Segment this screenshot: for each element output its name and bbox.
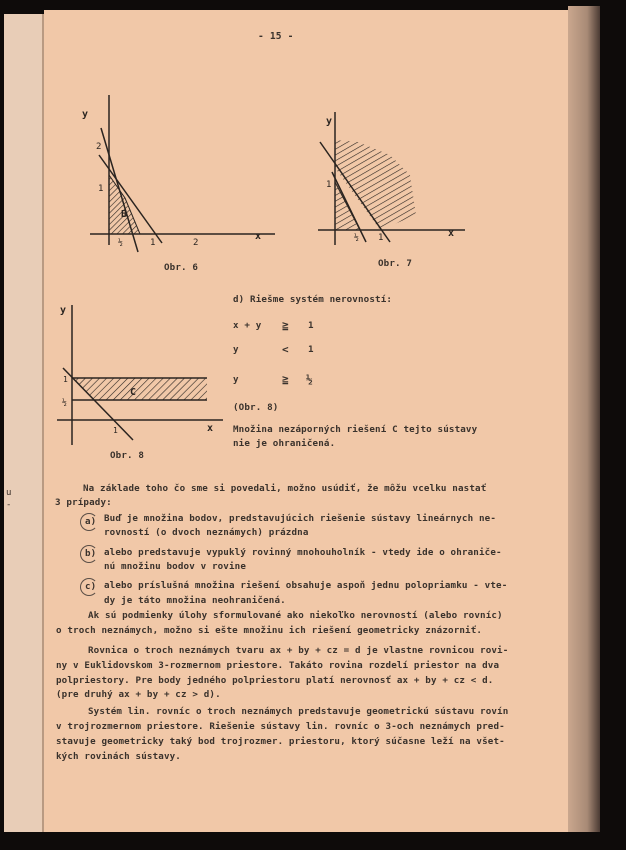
paragraph-line: v trojrozmernom priestore. Riešenie sústavy lin. rovníc o 3-och neznámych pred- bbox=[56, 721, 505, 732]
x-axis-label: x bbox=[448, 228, 455, 239]
figure-caption: Obr. 8 bbox=[110, 450, 145, 461]
inequality-lhs: y bbox=[233, 344, 239, 355]
facing-page-edge bbox=[4, 14, 44, 832]
section-text: nie je ohraničená. bbox=[233, 438, 336, 449]
case-line: nú množinu bodov v rovine bbox=[104, 561, 247, 572]
figure-caption: Obr. 7 bbox=[378, 258, 413, 269]
y-tick: 1 bbox=[326, 180, 332, 190]
section-heading: d) Riešme systém nerovností: bbox=[233, 294, 393, 305]
paragraph-line: Na základe toho čo sme si povedali, možno usúdiť, že môžu vcelku nastať bbox=[83, 483, 487, 494]
case-line: dy je táto množina neohraničená. bbox=[104, 595, 286, 606]
region-label: C bbox=[130, 387, 137, 398]
case-line: alebo príslušná množina riešení obsahuje aspoň jednu polopriamku - vte- bbox=[104, 580, 508, 591]
x-tick: 2 bbox=[193, 238, 199, 248]
x-axis-label: x bbox=[255, 231, 262, 242]
y-tick: 1 bbox=[98, 184, 104, 194]
inequality-op: < bbox=[282, 343, 289, 356]
case-label: b) bbox=[85, 548, 97, 559]
y-tick: ½ bbox=[62, 398, 67, 407]
case-line: alebo predstavuje vypuklý rovinný mnohouholník - vtedy ide o ohraniče- bbox=[104, 547, 502, 558]
x-tick: 1 bbox=[378, 233, 384, 243]
figure-reference: (Obr. 8) bbox=[233, 402, 279, 413]
margin-mark: u bbox=[6, 488, 12, 498]
figure-7 bbox=[310, 100, 470, 250]
case-label: a) bbox=[85, 516, 97, 527]
paragraph-line: kých rovinách sústavy. bbox=[56, 751, 181, 762]
x-tick: ½ bbox=[354, 233, 359, 242]
y-axis-label: y bbox=[326, 116, 333, 127]
page-number: - 15 - bbox=[258, 31, 294, 42]
inequality-rhs: 1 bbox=[308, 320, 314, 331]
paragraph-line: (pre druhý ax + by + cz > d). bbox=[56, 689, 221, 700]
paragraph-line: Ak sú podmienky úlohy sformulované ako niekoľko nerovností (alebo rovníc) bbox=[88, 610, 503, 621]
y-axis-label: y bbox=[60, 305, 67, 316]
x-tick: 1 bbox=[150, 238, 156, 248]
inequality-lhs: y bbox=[233, 374, 239, 385]
y-tick: 2 bbox=[96, 142, 102, 152]
margin-mark: - bbox=[6, 500, 12, 510]
section-text: Množina nezáporných riešení C tejto sústavy bbox=[233, 424, 478, 435]
inequality-rhs: 1 bbox=[308, 344, 314, 355]
paragraph-line: o troch neznámych, možno si ešte množinu ich riešení geometricky znázorniť. bbox=[56, 625, 483, 636]
paragraph-line: Rovnica o troch neznámych tvaru ax + by + cz = d je vlastne rovnicou rovi- bbox=[88, 645, 509, 656]
x-tick: 1 bbox=[113, 426, 118, 435]
paragraph-line: polpriestory. Pre body jedného polpriestoru platí nerovnosť ax + by + cz < d. bbox=[56, 675, 494, 686]
inequality-op: ≧ bbox=[282, 373, 289, 386]
figure-caption: Obr. 6 bbox=[164, 262, 199, 273]
inequality-lhs: x + y bbox=[233, 320, 262, 331]
page-stack-edge bbox=[568, 6, 600, 832]
inequality-op: ≧ bbox=[282, 319, 289, 332]
paragraph-line: Systém lin. rovníc o troch neznámych predstavuje geometrickú sústavu rovín bbox=[88, 706, 509, 717]
inequality-rhs: ½ bbox=[306, 373, 313, 386]
paragraph-line: stavuje geometricky taký bod trojrozmer. priestoru, ktorý súčasne leží na všet- bbox=[56, 736, 505, 747]
case-label: c) bbox=[85, 581, 97, 592]
case-line: Buď je množina bodov, predstavujúcich riešenie sústavy lineárnych ne- bbox=[104, 513, 497, 524]
y-tick: 1 bbox=[63, 375, 68, 384]
region-label: B bbox=[121, 209, 128, 220]
figure-8 bbox=[55, 295, 225, 445]
paragraph-line: ny v Euklidovskom 3-rozmernom priestore. Takáto rovina rozdelí priestor na dva bbox=[56, 660, 500, 671]
case-line: rovností (o dvoch neznámych) prázdna bbox=[104, 527, 309, 538]
paragraph-line: 3 prípady: bbox=[55, 497, 112, 508]
region-c bbox=[72, 378, 207, 400]
x-axis-label: x bbox=[207, 423, 214, 434]
figure-6 bbox=[80, 95, 280, 255]
y-axis-label: y bbox=[82, 109, 89, 120]
x-tick: ½ bbox=[118, 238, 123, 247]
